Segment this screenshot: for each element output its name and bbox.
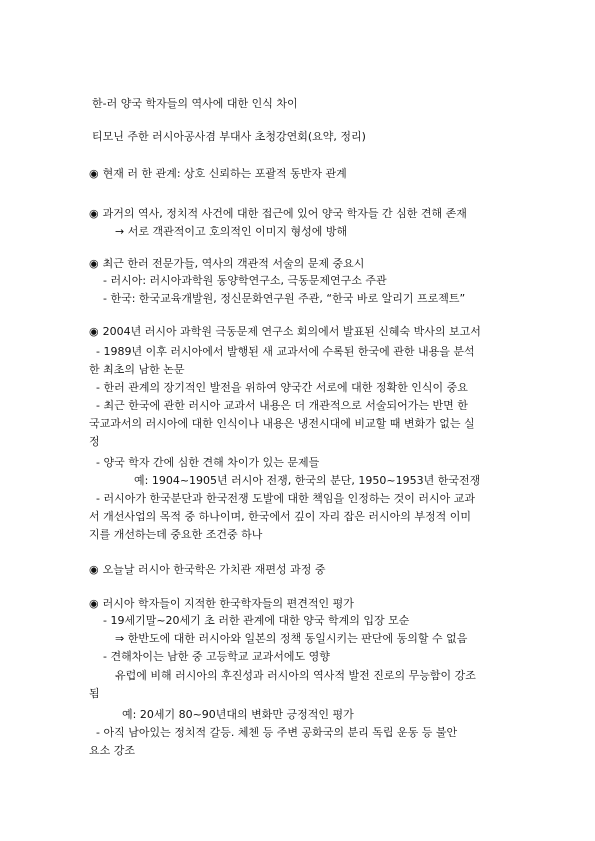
section-text: 러시아 학자들이 지적한 한국학자들의 편견적인 평가 — [102, 597, 354, 610]
section-text: 과거의 역사, 정치적 사건에 대한 접근에 있어 양국 학자들 간 심한 견해 존재 — [102, 207, 467, 220]
document-subtitle: 티모닌 주한 러시아공사겸 부대사 초청강연회(요약, 정리) — [92, 130, 366, 143]
section-biased-evaluation — [89, 597, 354, 611]
section-line: - 한국: 한국교육개발원, 정신문화연구원 주관, “한국 바로 알리기 프로젝트” — [103, 292, 466, 305]
document-title: 한-러 양국 학자들의 역사에 대한 인식 차이 — [92, 97, 298, 110]
section-russia-koreanology — [89, 563, 325, 577]
section-line: - 아직 남아있는 정치적 갈등. 체첸 등 주변 공화국의 분리 독립 운동 등 불안 — [96, 726, 458, 739]
section-text: 현재 러 한 관계: 상호 신뢰하는 포괄적 동반자 관계 — [102, 167, 347, 180]
section-line: - 견해차이는 남한 중 고등학교 교과서에도 영향 — [103, 650, 330, 663]
section-line: - 양국 학자 간에 심한 견해 차이가 있는 문제들 — [96, 456, 320, 469]
section-line: 예: 20세기 80~90년대의 변화만 긍정적인 평가 — [122, 708, 354, 721]
section-recent-experts — [89, 257, 364, 271]
section-past-history — [89, 207, 467, 221]
bullet-icon: ◉ — [89, 563, 99, 576]
section-line: - 러시아: 러시아과학원 동양학연구소, 극동문제연구소 주관 — [103, 274, 387, 287]
section-text: 오늘날 러시아 한국학은 가치관 재편성 과정 중 — [102, 563, 326, 576]
bullet-icon: ◉ — [89, 325, 99, 338]
section-line: 요소 강조 — [89, 744, 136, 757]
section-2004-report — [89, 325, 481, 339]
section-line: - 1989년 이후 러시아에서 발행된 새 교과서에 수록된 한국에 관한 내용을 분석 — [96, 345, 475, 358]
section-line: 유럽에 비해 러시아의 후진성과 러시아의 역사적 발전 진로의 무능함이 강조 — [115, 669, 476, 682]
bullet-icon: ◉ — [89, 167, 99, 180]
section-line: 됨 — [89, 687, 100, 700]
section-line: ⇒ 한반도에 대한 러시아와 일본의 정책 동일시키는 판단에 동의할 수 없음 — [115, 632, 468, 645]
section-line: → 서로 객관적이고 호의적인 이미지 형성에 방해 — [115, 225, 348, 238]
section-text: 2004년 러시아 과학원 극동문제 연구소 회의에서 발표된 신혜숙 박사의 보고서 — [102, 325, 481, 338]
section-line: 지를 개선하는데 중요한 조건중 하나 — [89, 528, 263, 541]
section-line: - 19세기말~20세기 초 러한 관계에 대한 양국 학계의 입장 모순 — [103, 614, 410, 627]
bullet-icon: ◉ — [89, 257, 99, 270]
section-current-relations — [89, 167, 347, 181]
bullet-icon: ◉ — [89, 597, 99, 610]
section-line: 정 — [89, 435, 100, 448]
section-line: - 러시아가 한국분단과 한국전쟁 도발에 대한 책임을 인정하는 것이 러시아 교과 — [96, 492, 475, 505]
section-line: 예: 1904~1905년 러시아 전쟁, 한국의 분단, 1950~1953년 한국전쟁 — [134, 474, 481, 487]
section-line: 한 최초의 남한 논문 — [89, 363, 185, 376]
section-line: 국교과서의 러시아에 대한 인식이나 내용은 냉전시대에 비교할 때 변화가 없는 실 — [89, 417, 475, 430]
section-line: - 한러 관계의 장기적인 발전을 위하여 양국간 서로에 대한 정확한 인식이 중요 — [96, 381, 468, 394]
section-line: - 최근 한국에 관한 러시아 교과서 내용은 더 개관적으로 서술되어가는 반면 한 — [96, 399, 468, 412]
section-text: 최근 한러 전문가들, 역사의 객관적 서술의 문제 중요시 — [102, 257, 365, 270]
bullet-icon: ◉ — [89, 207, 99, 220]
section-line: 서 개선사업의 목적 중 하나이며, 한국에서 깊이 자리 잡은 러시아의 부정적 이미 — [89, 510, 471, 523]
